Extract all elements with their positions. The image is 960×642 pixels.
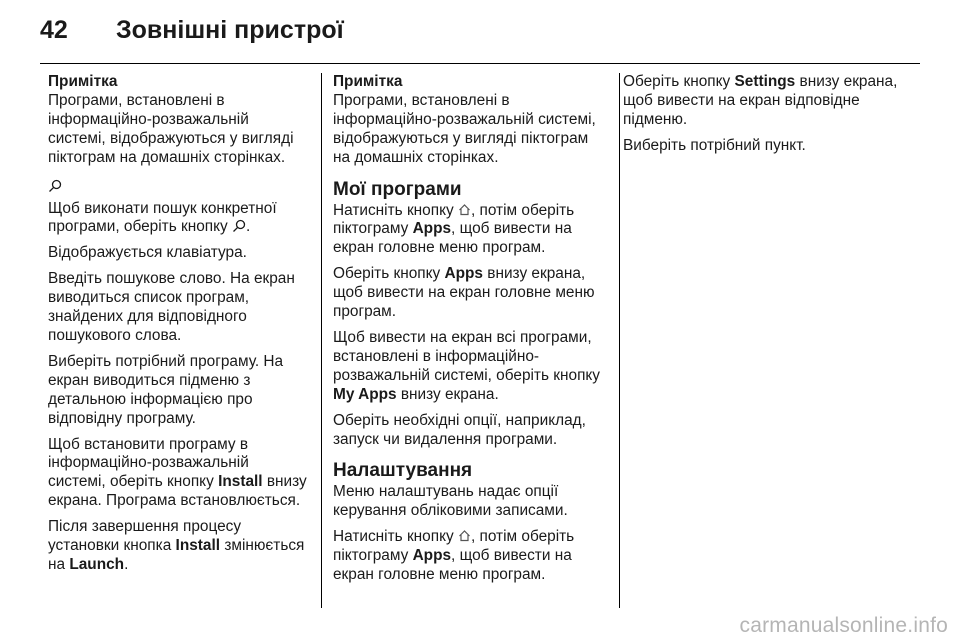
- text-segment: , щоб вивести на екран головне меню програм.: [333, 220, 572, 257]
- text-segment: внизу екрана, щоб вивести на екран відповідне підменю.: [623, 73, 898, 128]
- paragraph-open-apps: [333, 202, 608, 259]
- apps-label: Apps: [412, 547, 452, 565]
- note-block: [333, 73, 608, 168]
- note-title: Примітка: [333, 73, 403, 90]
- column-divider-2: [619, 73, 620, 608]
- text-segment: .: [246, 218, 251, 236]
- text-segment: , щоб вивести на екран головне меню програм.: [333, 547, 572, 584]
- note-block: [48, 73, 310, 168]
- section-heading-my-apps: Мої програми: [333, 178, 462, 200]
- home-icon: [458, 529, 471, 542]
- text-segment: Щоб вивести на екран всі програми, встановлені в інформаційно-розважальній системі, оберіть кнопку: [333, 328, 600, 384]
- section-heading-settings: Налаштування: [333, 460, 473, 482]
- column-3: [623, 73, 905, 163]
- paragraph-select-item: Виберіть потрібний пункт.: [623, 136, 806, 154]
- note-text: Програми, встановлені в інформаційно-розважальній системі, відображуються у вигляді піктограм на домашніх сторінках.: [333, 91, 596, 166]
- launch-label: Launch: [69, 555, 125, 573]
- text-segment: Щоб виконати пошук конкретної програми, оберіть кнопку: [48, 199, 277, 236]
- paragraph-install: [48, 436, 310, 512]
- page-number: 42: [40, 16, 68, 44]
- paragraph-select-app: Виберіть потрібний програму. На екран виводиться підменю з детальною інформацією про відповідну програму.: [48, 352, 284, 427]
- column-1: [48, 73, 310, 582]
- paragraph-keyboard: Відображується клавіатура.: [48, 244, 247, 262]
- paragraph-open-apps-2: [333, 528, 608, 585]
- text-segment: змінюється на: [48, 537, 305, 573]
- my-apps-label: My Apps: [333, 385, 397, 403]
- text-segment: Щоб встановити програму в інформаційно-розважальній системі, оберіть кнопку: [48, 435, 249, 491]
- paragraph-my-apps: [333, 329, 608, 405]
- page-header: [40, 16, 344, 50]
- paragraph-settings-button: [623, 73, 905, 130]
- text-segment: Натисніть кнопку: [333, 528, 454, 546]
- home-icon: [458, 203, 471, 216]
- text-segment: внизу екрана. Програма встановлюється.: [48, 473, 307, 510]
- text-segment: внизу екрана.: [400, 385, 499, 403]
- install-label: Install: [218, 473, 263, 491]
- text-segment: Оберіть кнопку: [623, 73, 731, 90]
- note-text: Програми, встановлені в інформаційно-розважальній системі, відображуються у вигляді піктограм на домашніх сторінках.: [48, 91, 294, 166]
- install-label: Install: [175, 537, 221, 555]
- search-symbol-line: [48, 178, 310, 196]
- text-segment: , потім оберіть піктограму: [333, 528, 575, 565]
- paragraph-search: [48, 200, 310, 238]
- paragraph-settings-menu: Меню налаштувань надає опції керування обліковими записами.: [333, 483, 568, 520]
- column-2: [333, 73, 608, 592]
- text-segment: .: [124, 555, 129, 573]
- apps-label: Apps: [412, 220, 452, 238]
- text-segment: Після завершення процесу установки кнопка: [48, 518, 242, 555]
- paragraph-launch: [48, 518, 310, 575]
- apps-label: Apps: [444, 265, 483, 283]
- header-rule: [40, 63, 920, 64]
- text-segment: внизу екрана, щоб вивести на екран головне меню програм.: [333, 265, 595, 321]
- column-divider-1: [321, 73, 322, 608]
- watermark: carmanualsonline.info: [739, 614, 948, 637]
- paragraph-apps-button: [333, 265, 608, 322]
- settings-label: Settings: [734, 73, 796, 90]
- paragraph-options: Оберіть необхідні опції, наприклад, запуск чи видалення програми.: [333, 411, 586, 448]
- page-title: Зовнішні пристрої: [116, 16, 344, 44]
- search-icon: [48, 179, 62, 193]
- text-segment: Оберіть кнопку: [333, 265, 441, 283]
- text-segment: , потім оберіть піктограму: [333, 201, 575, 238]
- note-title: Примітка: [48, 73, 118, 90]
- search-icon: [232, 219, 246, 233]
- text-segment: Натисніть кнопку: [333, 201, 454, 219]
- paragraph-search-word: Введіть пошукове слово. На екран виводиться список програм, знайдених для відповідного пошукового слова.: [48, 270, 295, 344]
